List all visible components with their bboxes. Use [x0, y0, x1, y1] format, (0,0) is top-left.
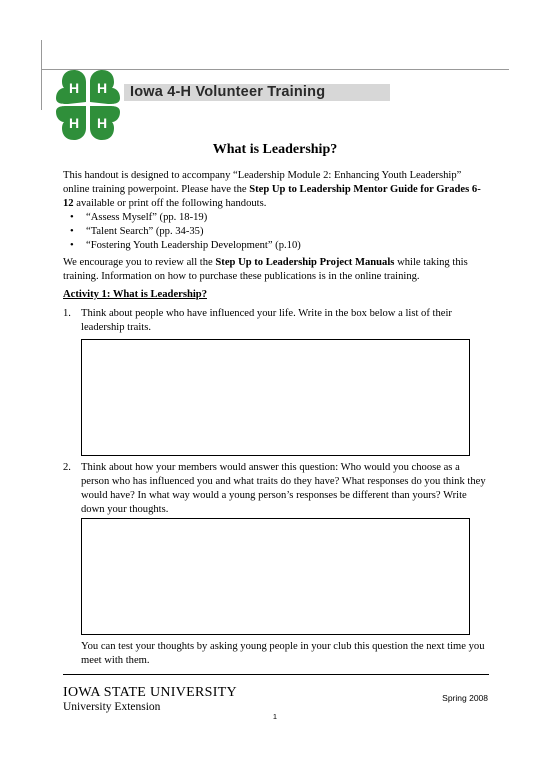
- question-1-number: 1.: [63, 308, 71, 319]
- page-number: 1: [272, 712, 278, 721]
- answer-box-1[interactable]: [81, 339, 470, 456]
- svg-text:H: H: [96, 115, 108, 131]
- manuals-paragraph: [63, 256, 488, 284]
- manuals-bold: Step Up to Leadership Project Manuals: [215, 257, 395, 268]
- list-item: • “Talent Search” (pp. 34-35): [64, 225, 484, 239]
- list-item: • “Fostering Youth Leadership Development” (p.10): [64, 239, 484, 253]
- question-2-text: Think about how your members would answer this question: Who would you choose as a person who has influenced you and what traits do they have? What responses do you think they would have? In what way would a young person’s responses be different than yours? Write down your thoughts.: [81, 462, 486, 515]
- university-extension: University Extension: [63, 701, 161, 713]
- svg-text:H: H: [68, 80, 80, 96]
- question-1-text: Think about people who have influenced your life. Write in the box below a list of their leadership traits.: [81, 308, 452, 333]
- handout-list: [64, 211, 484, 253]
- closing-note: You can test your thoughts by asking young people in your club this question the next time you meet with them.: [81, 641, 485, 666]
- intro-bold-mentor-guide: Step Up to Leadership Mentor Guide for Grades 6-12: [63, 184, 481, 209]
- header-vertical-rule: [41, 40, 42, 110]
- header-banner-title: Iowa 4-H Volunteer Training: [130, 84, 326, 100]
- svg-text:H: H: [96, 80, 108, 96]
- intro-text-end: available or print off the following handouts.: [73, 198, 267, 209]
- question-2-number: 2.: [63, 462, 71, 473]
- answer-box-2[interactable]: [81, 518, 470, 635]
- page-title: What is Leadership?: [212, 142, 338, 157]
- footer-date: Spring 2008: [442, 693, 488, 703]
- footer-rule: [63, 674, 489, 675]
- manuals-text: We encourage you to review all the: [63, 257, 216, 268]
- activity-heading: Activity 1: What is Leadership?: [63, 289, 207, 300]
- four-h-clover-logo: [56, 70, 120, 140]
- manuals-text-end: while taking this training. Information on how to purchase these publications is in the online training.: [63, 257, 468, 282]
- university-name: IOWA STATE UNIVERSITY: [63, 685, 237, 700]
- svg-text:H: H: [68, 115, 80, 131]
- intro-text: This handout is designed to accompany “Leadership Module 2: Enhancing Youth Leadership” online training powerpoint. Please have the: [63, 170, 462, 195]
- list-item: • “Assess Myself” (pp. 18-19): [64, 211, 484, 225]
- intro-paragraph: [63, 169, 488, 211]
